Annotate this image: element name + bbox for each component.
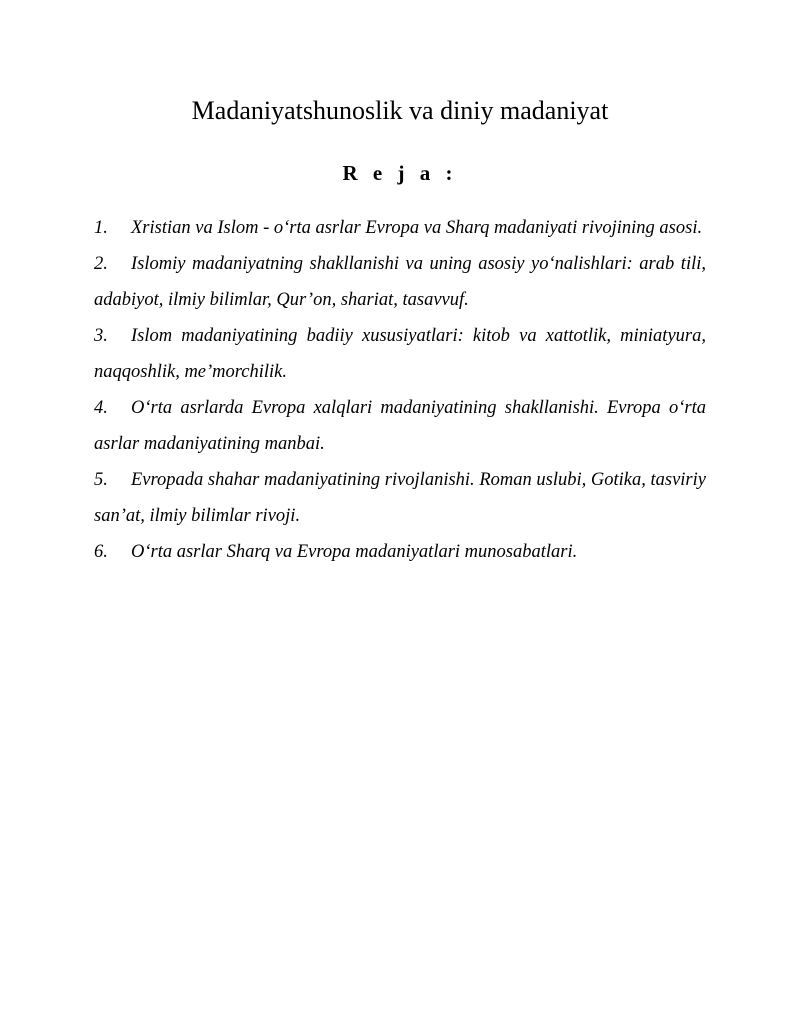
plan-item-number: 2. xyxy=(94,254,108,274)
plan-item-3 xyxy=(94,318,706,390)
plan-list xyxy=(94,210,706,570)
plan-item-5 xyxy=(94,462,706,534)
plan-item-number: 3. xyxy=(94,326,108,346)
plan-item-2 xyxy=(94,246,706,318)
plan-item-text: Islom madaniyatining badiiy xususiyatlari: kitob va xattotlik, miniatyura, naqqoshlik, me’morchilik. xyxy=(94,326,706,382)
plan-item-text: O‘rta asrlar Sharq va Evropa madaniyatlari munosabatlari. xyxy=(131,542,578,562)
plan-item-number: 5. xyxy=(94,470,108,490)
plan-item-text: Islomiy madaniyatning shakllanishi va uning asosiy yo‘nalishlari: arab tili, adabiyot, ilmiy bilimlar, Qur’on, shariat, tasavvuf. xyxy=(94,254,706,310)
plan-item-text: O‘rta asrlarda Evropa xalqlari madaniyatining shakllanishi. Evropa o‘rta asrlar madaniyatining manbai. xyxy=(94,398,706,454)
document-title: Madaniyatshunoslik va diniy madaniyat xyxy=(191,96,609,125)
plan-item-6 xyxy=(94,534,706,570)
plan-heading: R e j a : xyxy=(342,161,458,185)
plan-item-number: 6. xyxy=(94,542,108,562)
plan-item-number: 1. xyxy=(94,218,108,238)
plan-item-text: Evropada shahar madaniyatining rivojlanishi. Roman uslubi, Gotika, tasviriy san’at, ilmiy bilimlar rivoji. xyxy=(94,470,706,526)
plan-item-text: Xristian va Islom - o‘rta asrlar Evropa va Sharq madaniyati rivojining asosi. xyxy=(131,218,703,238)
plan-item-1 xyxy=(94,210,706,246)
plan-item-number: 4. xyxy=(94,398,108,418)
plan-item-4 xyxy=(94,390,706,462)
